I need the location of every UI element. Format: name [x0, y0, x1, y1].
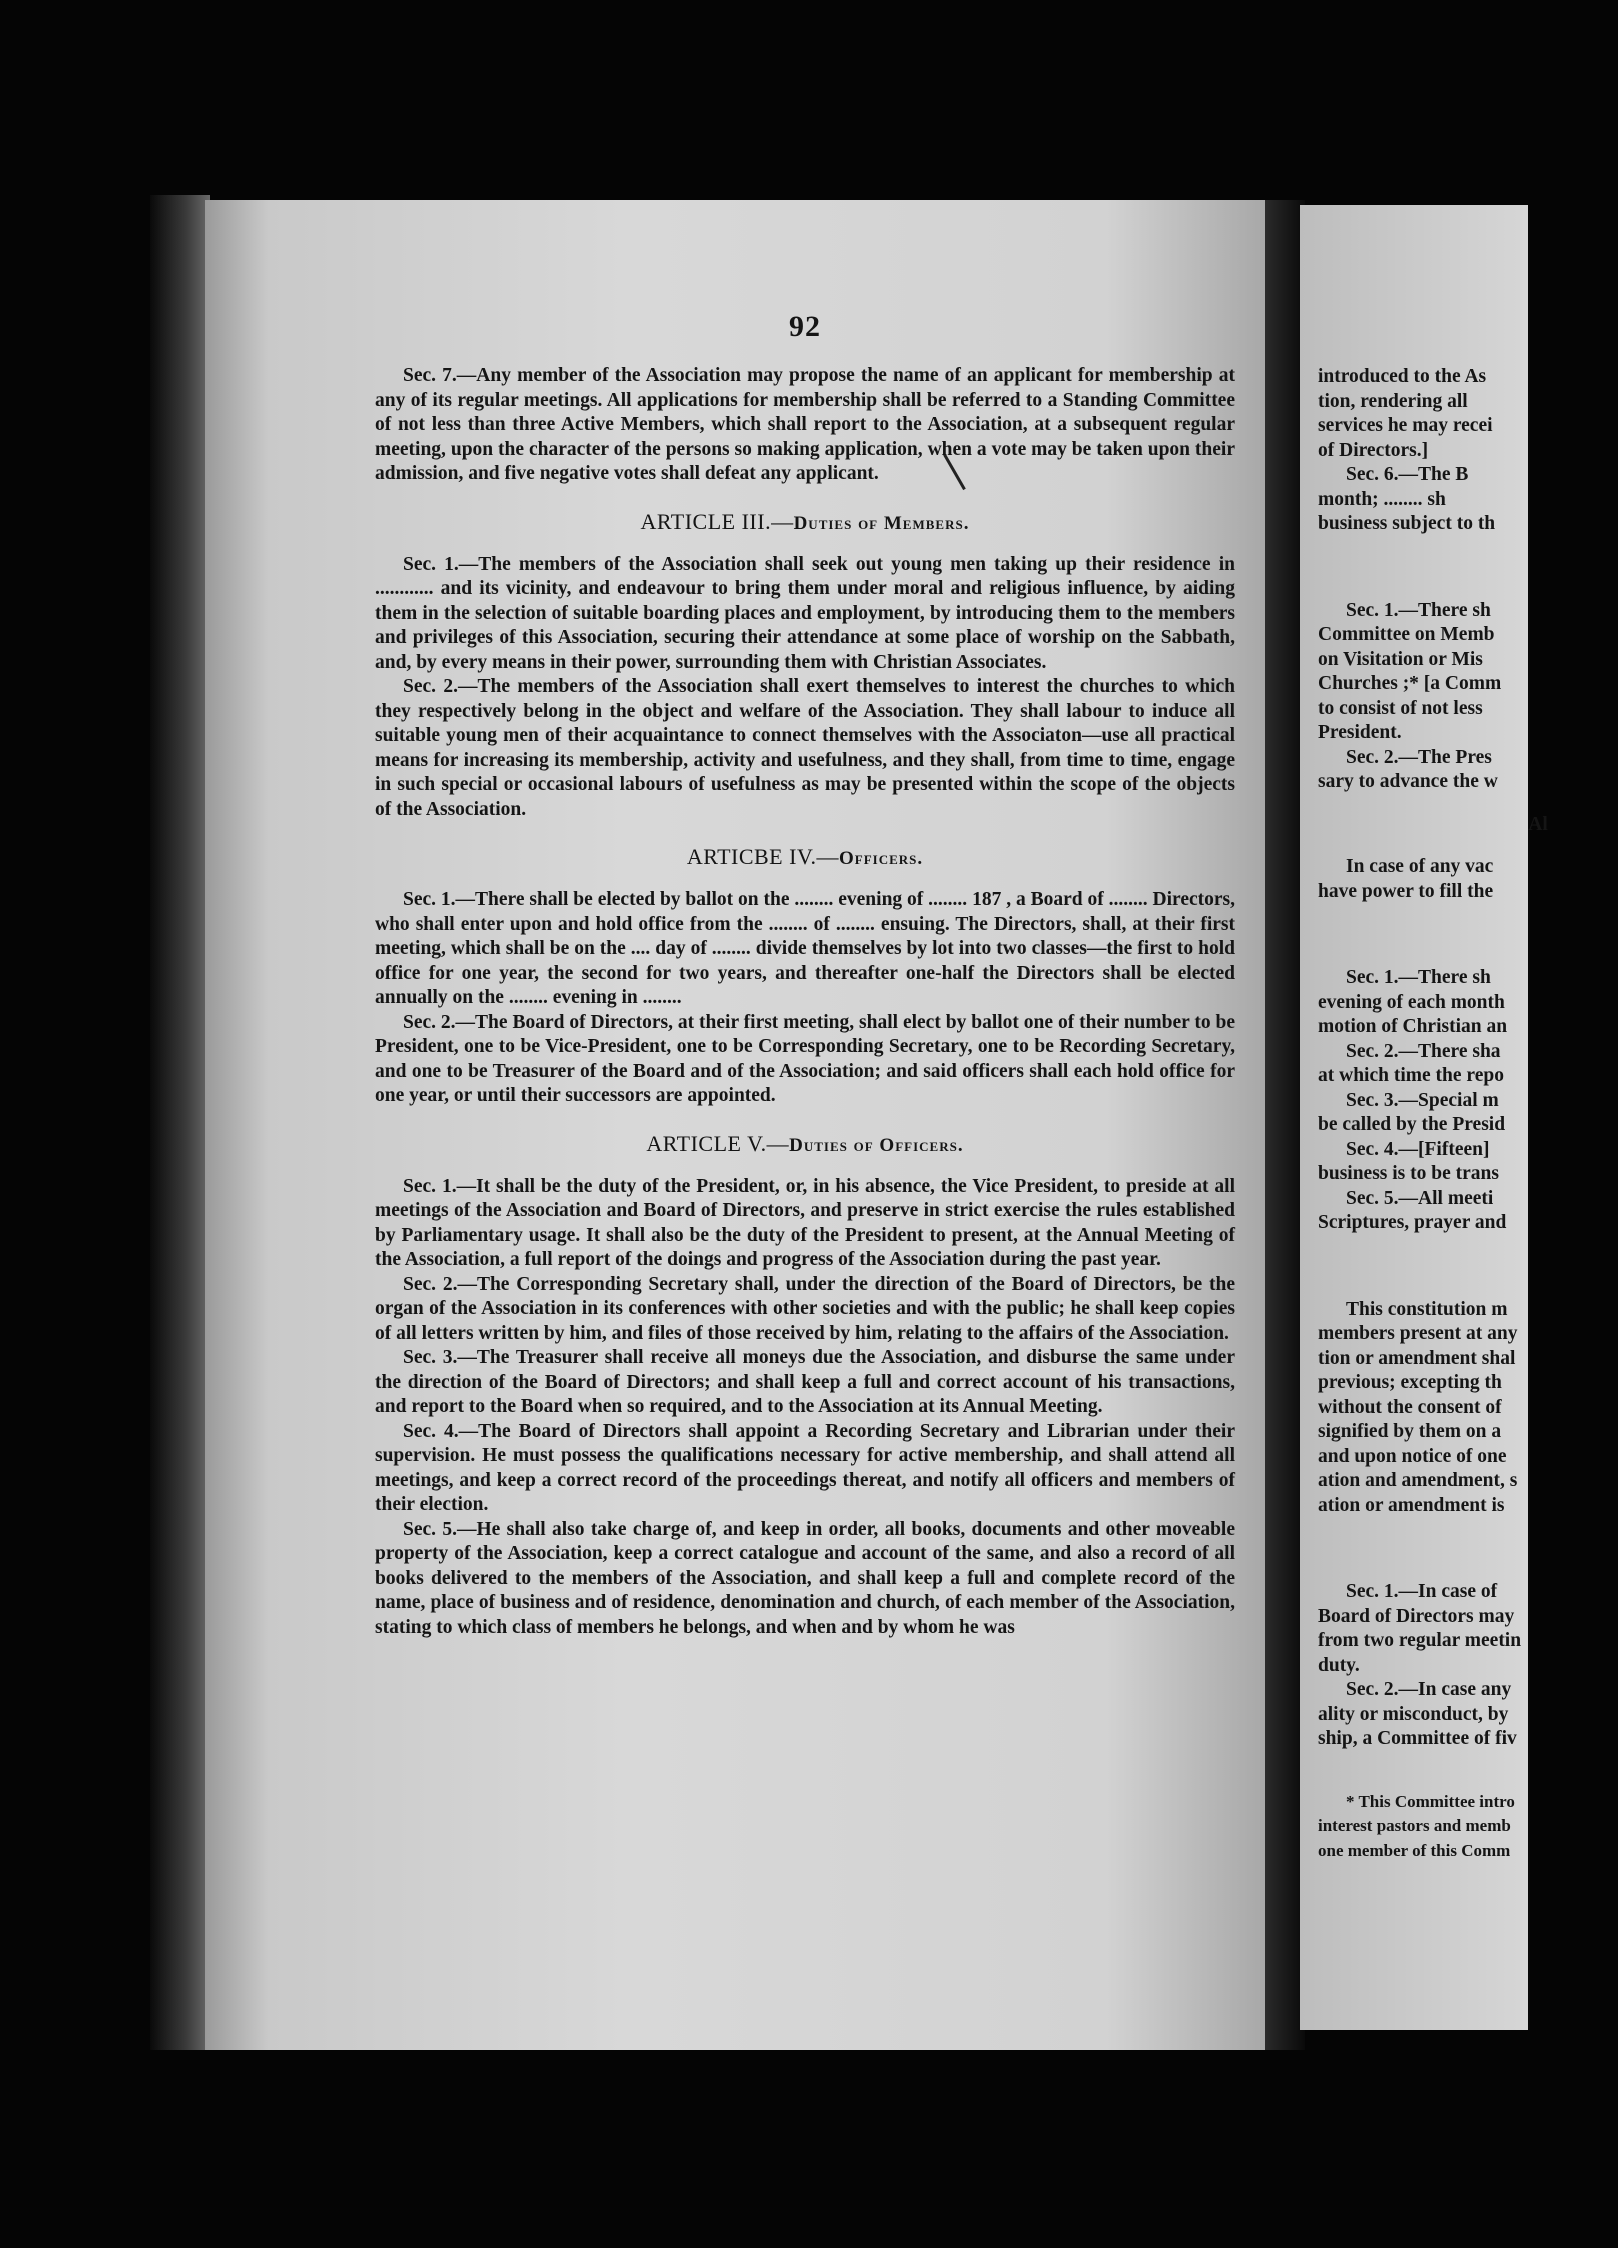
right-page-line: without the consent of — [1318, 1396, 1502, 1418]
right-page-line: ation or amendment is — [1318, 1494, 1505, 1516]
right-page-line: at which time the repo — [1318, 1065, 1504, 1086]
right-page-line: Scriptures, prayer and — [1318, 1212, 1507, 1233]
right-page-line: sary to advance the w — [1318, 771, 1498, 792]
right-page-line: month; ........ sh — [1318, 488, 1446, 510]
right-page-line: business is to be trans — [1318, 1163, 1499, 1184]
right-page-line: Sec. 2.—The Pres — [1346, 746, 1492, 768]
right-page-line: Sec. 3.—Special m — [1346, 1089, 1499, 1111]
right-page-line: to consist of not less — [1318, 697, 1483, 719]
right-page-line: Sec. 6.—The B — [1346, 464, 1469, 485]
section-paragraph: Sec. 2.—The members of the Association shall exert themselves to interest the churches to which they respectively belong in the object and welfare of the Association. They shall labour to induce all suitable young men of their acquaintance to connect themselves with the Associaton—use all practical means for increasing its membership, activity and usefulness, and they shall, from time to time, engage in such special or occasional labours of usefulness as may be presented within the scope of the objects of the Association. — [375, 676, 1235, 820]
right-page-line: ation and amendment, s — [1318, 1470, 1518, 1491]
book-binding-edge — [150, 195, 210, 2050]
right-page-line: President. — [1318, 722, 1402, 743]
right-page-line: signified by them on a — [1318, 1421, 1502, 1442]
right-page-footnote-line: * This Committee intro — [1346, 1791, 1515, 1811]
article-heading — [375, 844, 1235, 870]
right-page-line: Churches ;* [a Comm — [1318, 673, 1502, 694]
article-heading-title: ARTICBE IV.— — [686, 844, 839, 869]
right-page-line: Sec. 2.—In case any — [1346, 1679, 1512, 1700]
right-page-line: previous; excepting th — [1318, 1372, 1502, 1393]
article-heading-subtitle: Duties of Members. — [793, 512, 970, 534]
section-paragraph: Sec. 1.—The members of the Association shall seek out young men taking up their residence in ............ and its vicinity, and endeavour to bring them under moral and religious influence, by aiding them in the selection of suitable boarding places and employment, by introducing them to the members and privileges of this Association, securing their attendance at some place of worship on the Sabbath, and, by every means in their power, surrounding them with Christian Associates. — [375, 553, 1235, 673]
right-page-footnote-line: interest pastors and memb — [1318, 1816, 1511, 1835]
left-page — [205, 200, 1265, 2050]
right-page-line: Sec. 1.—In case of — [1346, 1581, 1498, 1602]
article-heading — [375, 509, 1235, 535]
right-page-line: and upon notice of one — [1318, 1445, 1507, 1467]
right-page-line: business subject to th — [1318, 513, 1496, 534]
right-page-spacer — [1318, 904, 1618, 966]
article-heading-title: ARTICLE III.— — [640, 508, 794, 534]
right-page-lines — [1318, 365, 1618, 1863]
right-page-line: ship, a Committee of fiv — [1318, 1728, 1517, 1749]
right-page-line: on Visitation or Mis — [1318, 648, 1483, 670]
right-page-line: Board of Directors may — [1318, 1605, 1515, 1627]
right-page-line: Committee on Memb — [1318, 624, 1495, 645]
right-page-line: tion or amendment shal — [1318, 1347, 1516, 1369]
right-page-line: motion of Christian an — [1318, 1016, 1508, 1037]
right-page-line: tion, rendering all — [1318, 390, 1468, 412]
right-page-spacer — [1318, 1236, 1618, 1298]
right-page-line: duty. — [1318, 1654, 1360, 1676]
right-page-line: evening of each month — [1318, 991, 1505, 1013]
right-page — [1300, 205, 1548, 2030]
right-page-line: services he may recei — [1318, 415, 1493, 436]
section-paragraph: Sec. 3.—The Treasurer shall receive all moneys due the Association, and disburse the same under the direction of the Board of Directors; and shall keep a full and correct account of his transactions, and report to the Board when so required, and to the Association at its Annual Meeting. — [375, 1347, 1235, 1417]
right-page-line: introduced to the As — [1318, 366, 1487, 387]
article-heading-subtitle: Duties of Officers. — [789, 1134, 964, 1156]
right-page-line: Al — [1528, 813, 1548, 835]
right-page-line: be called by the Presid — [1318, 1114, 1506, 1135]
right-page-line: from two regular meetin — [1318, 1630, 1522, 1651]
article-heading-subtitle: Officers. — [839, 848, 924, 869]
right-page-line: In case of any vac — [1346, 856, 1494, 877]
page-number: 92 — [789, 310, 821, 343]
section-paragraph: Sec. 7.—Any member of the Association may propose the name of an applicant for membership at any of its regular meetings. All applications for membership shall be referred to a Standing Committee of not less than three Active Members, which shall report to the Association, at a subsequent regular meeting, upon the character of the persons so making application, when a vote may be taken upon their admission, and five negative votes shall defeat any applicant. — [375, 365, 1235, 484]
right-page-line: Sec. 2.—There sha — [1346, 1040, 1501, 1062]
right-page-spacer — [1318, 1518, 1618, 1580]
left-page-sections — [375, 364, 1235, 1640]
book-gutter — [1265, 200, 1305, 2050]
section-paragraph: Sec. 1.—It shall be the duty of the President, or, in his absence, the Vice President, to preside at all meetings of the Association and Board of Directors, and preserve in strict exercise the rules established by Parliamentary usage. It shall also be the duty of the President to present, at the Annual Meeting of the Association, a full report of the doings and progress of the Association during the past year. — [375, 1175, 1235, 1270]
right-page-line: Sec. 5.—All meeti — [1346, 1187, 1494, 1209]
right-page-line: members present at any — [1318, 1323, 1518, 1344]
section-paragraph: Sec. 1.—There shall be elected by ballot on the ........ evening of ........ 187 , a Board of ........ Directors, who shall enter upon and hold office from the ........ of ........ ensuing. The Directors, shall, at their first meeting, which shall be on the .... day of ........ divide themselves by lot into two classes—the first to hold office for one year, the second for two years, and thereafter one-half the Directors shall be elected annually on the ........ evening in ........ — [375, 889, 1235, 1008]
right-page-line: ality or misconduct, by — [1318, 1703, 1509, 1725]
left-page-content — [375, 310, 1235, 1640]
article-heading-title: ARTICLE V.— — [646, 1130, 790, 1156]
article-heading — [375, 1131, 1235, 1157]
right-page-line: have power to fill the — [1318, 880, 1494, 902]
right-page-spacer — [1318, 1752, 1618, 1790]
right-page-footnote-line: one member of this Comm — [1318, 1840, 1511, 1860]
section-paragraph: Sec. 2.—The Corresponding Secretary shall, under the direction of the Board of Directors, be the organ of the Association in its conferences with other societies and with the public; he shall keep copies of all letters written by him, and files of those received by him, relating to the affairs of the Association. — [375, 1273, 1235, 1344]
right-page-line: Sec. 1.—There sh — [1346, 967, 1491, 988]
right-page-spacer — [1318, 537, 1618, 599]
right-page-line: Sec. 4.—[Fifteen] — [1346, 1138, 1490, 1160]
section-paragraph: Sec. 2.—The Board of Directors, at their first meeting, shall elect by ballot one of their number to be President, one to be Vice-President, one to be Corresponding Secretary, one to be Recording Secretary, and one to be Treasurer of the Board and of the Association; and said officers shall each hold office for one year, or until their successors are appointed. — [375, 1011, 1235, 1106]
section-paragraph: Sec. 4.—The Board of Directors shall appoint a Recording Secretary and Librarian under their supervision. He must possess the qualifications necessary for active membership, and shall attend all meetings, and keep a correct record of the proceedings thereat, and notify all officers and members of their election. — [375, 1420, 1235, 1515]
right-page-line: This constitution m — [1346, 1298, 1508, 1320]
section-paragraph: Sec. 5.—He shall also take charge of, and keep in order, all books, documents and other moveable property of the Association, keep a correct catalogue and account of the same, and also a record of all books delivered to the members of the Association, and shall keep a full and complete record of the name, place of business and of residence, denomination and church, of each member of the Association, stating to which class of members he belongs, and when and by whom he was — [375, 1518, 1235, 1638]
right-page-line: of Directors.] — [1318, 439, 1429, 461]
right-page-line: Sec. 1.—There sh — [1346, 599, 1491, 621]
